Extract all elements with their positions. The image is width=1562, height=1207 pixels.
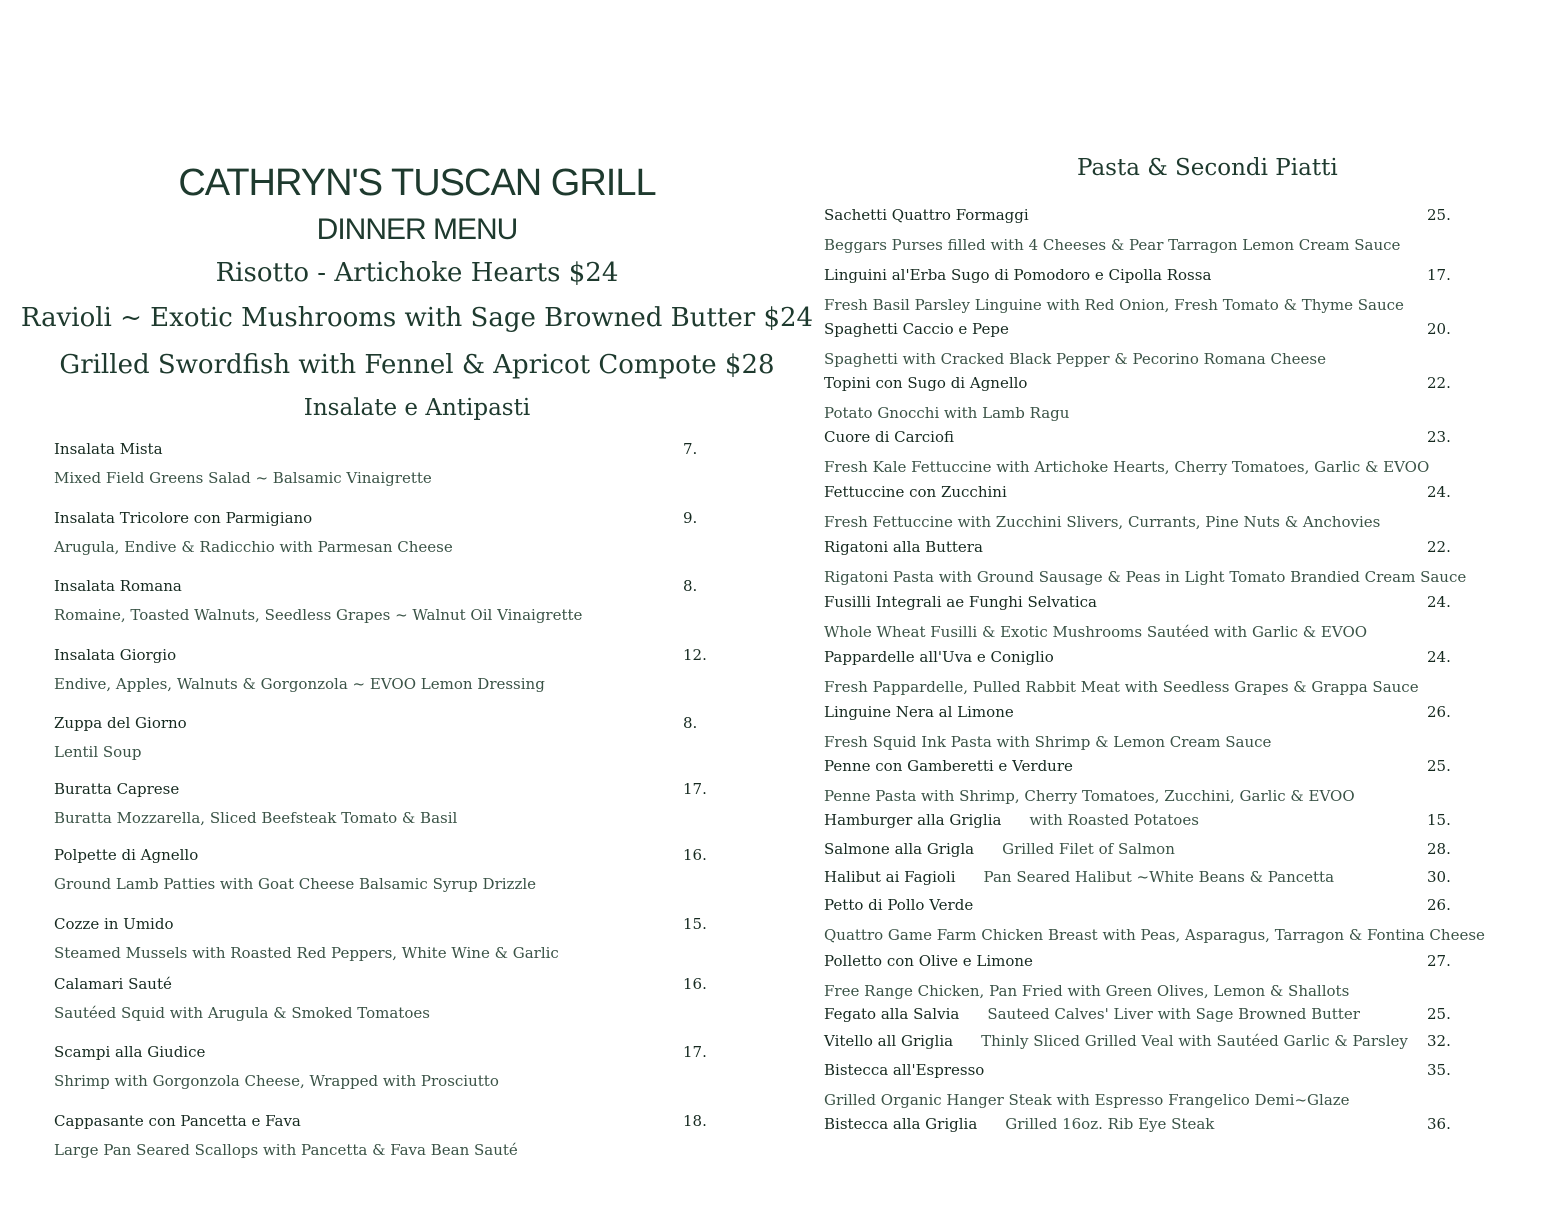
menu-item-price: 24.	[1427, 593, 1451, 611]
menu-item-desc: Mixed Field Greens Salad ~ Balsamic Vinaigrette	[54, 469, 432, 487]
menu-item-desc: Spaghetti with Cracked Black Pepper & Pecorino Romana Cheese	[824, 350, 1326, 368]
restaurant-title: CATHRYN'S TUSCAN GRILL	[178, 162, 656, 204]
menu-item-name: Salmone alla Grigla	[824, 840, 975, 858]
menu-item-line	[824, 840, 1175, 858]
menu-item-name: Insalata Giorgio	[54, 646, 177, 664]
menu-item-desc: Beggars Purses filled with 4 Cheeses & Pear Tarragon Lemon Cream Sauce	[824, 236, 1401, 254]
special-1: Risotto - Artichoke Hearts $24	[215, 258, 619, 288]
menu-item-price: 23.	[1427, 428, 1451, 446]
menu-item-price: 25.	[1427, 1005, 1451, 1023]
menu-item-price: 24.	[1427, 483, 1451, 501]
menu-item-price: 35.	[1427, 1061, 1451, 1079]
menu-item-price: 12.	[683, 646, 707, 664]
menu-item-price: 16.	[683, 975, 707, 993]
menu-item-name: Cozze in Umido	[54, 915, 174, 933]
menu-item-price: 9.	[683, 509, 698, 527]
menu-item-desc: Grilled 16oz. Rib Eye Steak	[1005, 1115, 1215, 1133]
menu-item-price: 24.	[1427, 648, 1451, 666]
menu-item-desc: Lentil Soup	[54, 743, 142, 761]
menu-item-name: Insalata Mista	[54, 440, 163, 458]
section-heading-antipasti: Insalate e Antipasti	[303, 395, 531, 421]
menu-item-name: Vitello all Griglia	[824, 1032, 954, 1050]
menu-item-name: Petto di Pollo Verde	[824, 896, 974, 914]
menu-item-price: 30.	[1427, 868, 1451, 886]
menu-item-price: 20.	[1427, 320, 1451, 338]
menu-item-desc: Thinly Sliced Grilled Veal with Sautéed Garlic & Parsley	[981, 1032, 1408, 1050]
menu-item-desc: Large Pan Seared Scallops with Pancetta & Fava Bean Sauté	[54, 1141, 518, 1159]
menu-item-name: Hamburger alla Griglia	[824, 811, 1002, 829]
menu-item-name: Spaghetti Caccio e Pepe	[824, 320, 1009, 338]
menu-item-price: 36.	[1427, 1115, 1451, 1133]
menu-item-name: Polpette di Agnello	[54, 846, 199, 864]
menu-item-desc: Potato Gnocchi with Lamb Ragu	[824, 404, 1070, 422]
menu-item-desc: Romaine, Toasted Walnuts, Seedless Grapes ~ Walnut Oil Vinaigrette	[54, 606, 583, 624]
menu-item-price: 26.	[1427, 703, 1451, 721]
menu-title: DINNER MENU	[316, 213, 518, 246]
section-heading-pasta: Pasta & Secondi Piatti	[1077, 155, 1338, 181]
menu-item-name: Sachetti Quattro Formaggi	[824, 206, 1029, 224]
menu-item-price: 22.	[1427, 538, 1451, 556]
menu-item-line	[824, 868, 1334, 886]
menu-item-name: Polletto con Olive e Limone	[824, 952, 1033, 970]
menu-item-price: 17.	[683, 1043, 707, 1061]
menu-item-price: 7.	[683, 440, 698, 458]
menu-item-name: Penne con Gamberetti e Verdure	[824, 757, 1073, 775]
menu-item-price: 28.	[1427, 840, 1451, 858]
menu-item-desc: Fresh Basil Parsley Linguine with Red Onion, Fresh Tomato & Thyme Sauce	[824, 296, 1404, 314]
menu-item-price: 32.	[1427, 1032, 1451, 1050]
menu-item-desc: Fresh Pappardelle, Pulled Rabbit Meat with Seedless Grapes & Grappa Sauce	[824, 678, 1419, 696]
special-2: Ravioli ~ Exotic Mushrooms with Sage Browned Butter $24	[20, 303, 814, 333]
menu-item-name: Buratta Caprese	[54, 780, 180, 798]
menu-item-name: Pappardelle all'Uva e Coniglio	[824, 648, 1054, 666]
menu-item-price: 17.	[683, 780, 707, 798]
menu-item-desc: Fresh Fettuccine with Zucchini Slivers, Currants, Pine Nuts & Anchovies	[824, 513, 1381, 531]
menu-item-desc: Buratta Mozzarella, Sliced Beefsteak Tomato & Basil	[54, 809, 458, 827]
menu-item-line	[824, 1032, 1408, 1050]
menu-item-name: Insalata Romana	[54, 577, 182, 595]
menu-item-price: 8.	[683, 714, 698, 732]
menu-item-desc: Sautéed Squid with Arugula & Smoked Tomatoes	[54, 1004, 430, 1022]
menu-item-name: Fegato alla Salvia	[824, 1005, 960, 1023]
menu-item-name: Zuppa del Giorno	[54, 714, 187, 732]
menu-item-price: 15.	[1427, 811, 1451, 829]
menu-item-desc: Fresh Kale Fettuccine with Artichoke Hearts, Cherry Tomatoes, Garlic & EVOO	[824, 458, 1430, 476]
menu-item-desc: Grilled Organic Hanger Steak with Espresso Frangelico Demi~Glaze	[824, 1091, 1350, 1109]
menu-item-price: 25.	[1427, 206, 1451, 224]
menu-item-name: Cappasante con Pancetta e Fava	[54, 1112, 301, 1130]
menu-item-desc: Grilled Filet of Salmon	[1002, 840, 1175, 858]
menu-item-desc: Endive, Apples, Walnuts & Gorgonzola ~ EVOO Lemon Dressing	[54, 675, 545, 693]
menu-item-desc: Whole Wheat Fusilli & Exotic Mushrooms Sautéed with Garlic & EVOO	[824, 623, 1368, 641]
menu-item-price: 16.	[683, 846, 707, 864]
menu-item-line	[824, 1115, 1214, 1133]
menu-item-desc: Ground Lamb Patties with Goat Cheese Balsamic Syrup Drizzle	[54, 875, 537, 893]
menu-item-desc: with Roasted Potatoes	[1029, 811, 1199, 829]
menu-item-price: 15.	[683, 915, 707, 933]
menu-item-desc: Rigatoni Pasta with Ground Sausage & Peas in Light Tomato Brandied Cream Sauce	[824, 568, 1467, 586]
menu-item-name: Scampi alla Giudice	[54, 1043, 206, 1061]
menu-item-name: Rigatoni alla Buttera	[824, 538, 983, 556]
menu-item-desc: Steamed Mussels with Roasted Red Peppers, White Wine & Garlic	[54, 944, 559, 962]
menu-item-price: 17.	[1427, 266, 1451, 284]
menu-item-name: Calamari Sauté	[54, 975, 172, 993]
menu-item-name: Halibut ai Fagioli	[824, 868, 956, 886]
menu-item-price: 25.	[1427, 757, 1451, 775]
menu-item-desc: Pan Seared Halibut ~White Beans & Pancetta	[983, 868, 1335, 886]
menu-item-price: 22.	[1427, 374, 1451, 392]
menu-item-price: 26.	[1427, 896, 1451, 914]
menu-item-name: Bistecca all'Espresso	[824, 1061, 985, 1079]
menu-item-name: Insalata Tricolore con Parmigiano	[54, 509, 313, 527]
menu-item-desc: Arugula, Endive & Radicchio with Parmesan Cheese	[54, 538, 453, 556]
menu-item-price: 8.	[683, 577, 698, 595]
menu-item-desc: Quattro Game Farm Chicken Breast with Peas, Asparagus, Tarragon & Fontina Cheese	[824, 926, 1485, 944]
menu-item-name: Topini con Sugo di Agnello	[824, 374, 1028, 392]
menu-item-name: Fusilli Integrali ae Funghi Selvatica	[824, 593, 1097, 611]
menu-item-name: Fettuccine con Zucchini	[824, 483, 1007, 501]
special-3: Grilled Swordfish with Fennel & Apricot Compote $28	[59, 350, 775, 380]
menu-item-desc: Fresh Squid Ink Pasta with Shrimp & Lemon Cream Sauce	[824, 733, 1272, 751]
menu-item-price: 27.	[1427, 952, 1451, 970]
menu-item-price: 18.	[683, 1112, 707, 1130]
menu-item-name: Linguine Nera al Limone	[824, 703, 1014, 721]
menu-item-desc: Free Range Chicken, Pan Fried with Green Olives, Lemon & Shallots	[824, 982, 1350, 1000]
menu-item-line	[824, 811, 1199, 829]
menu-item-desc: Penne Pasta with Shrimp, Cherry Tomatoes, Zucchini, Garlic & EVOO	[824, 787, 1355, 805]
menu-item-desc: Shrimp with Gorgonzola Cheese, Wrapped with Prosciutto	[54, 1072, 499, 1090]
menu-item-name: Linguini al'Erba Sugo di Pomodoro e Cipolla Rossa	[824, 266, 1212, 284]
menu-item-name: Cuore di Carciofi	[824, 428, 954, 446]
menu-item-desc: Sauteed Calves' Liver with Sage Browned Butter	[987, 1005, 1360, 1023]
menu-item-line	[824, 1005, 1360, 1023]
menu-item-name: Bistecca alla Griglia	[824, 1115, 978, 1133]
